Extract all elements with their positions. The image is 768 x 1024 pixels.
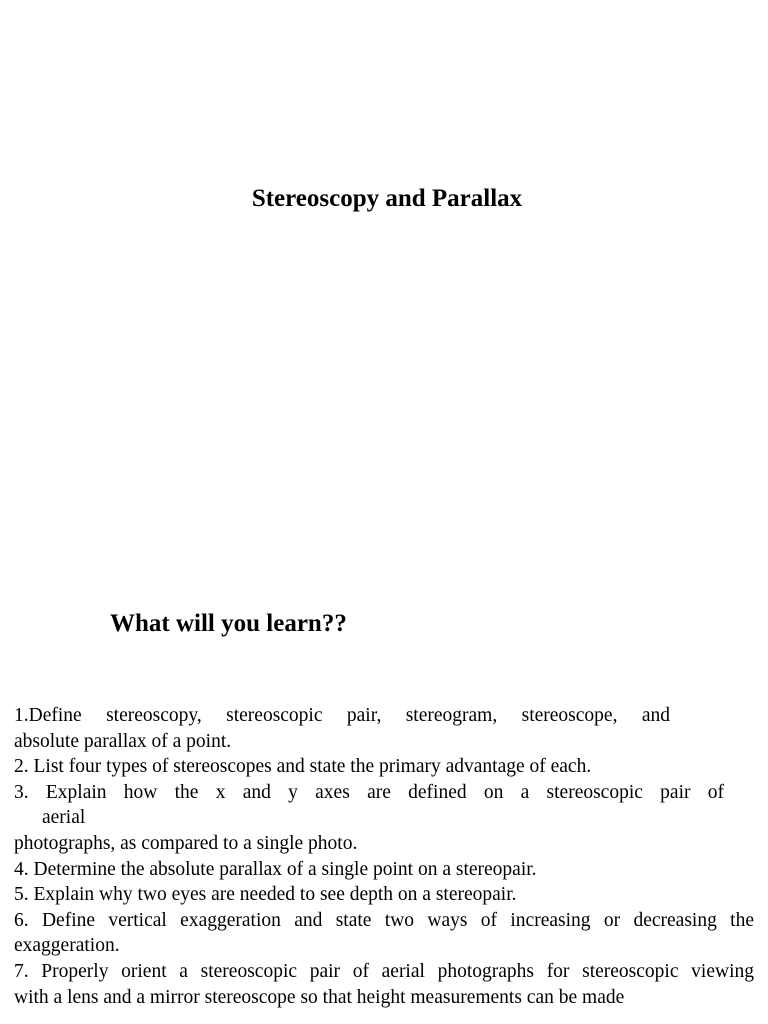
- objective-4: 4. Determine the absolute parallax of a single point on a stereopair.: [14, 858, 537, 880]
- objective-6-line-2: exaggeration.: [14, 935, 120, 957]
- objective-2: 2. List four types of stereoscopes and state the primary advantage of each.: [14, 756, 592, 778]
- objective-3-line-1: 3. Explain how the x and y axes are defined on a stereoscopic pair of: [14, 781, 724, 803]
- objective-7-line-2: with a lens and a mirror stereoscope so that height measurements can be made: [14, 986, 625, 1008]
- objective-6-line-1: 6. Define vertical exaggeration and state two ways of increasing or decreasing the: [14, 909, 754, 931]
- section-heading: What will you learn??: [110, 610, 347, 637]
- objective-3-line-2: aerial: [42, 807, 86, 829]
- objective-7-line-1: 7. Properly orient a stereoscopic pair of aerial photographs for stereoscopic viewing: [14, 960, 754, 982]
- page-title: Stereoscopy and Parallax: [251, 185, 523, 212]
- objective-1-line-1: 1.Define stereoscopy, stereoscopic pair, stereogram, stereoscope, and: [14, 705, 670, 726]
- learning-objectives-list: [14, 703, 754, 1010]
- objective-5: 5. Explain why two eyes are needed to see depth on a stereopair.: [14, 884, 517, 906]
- objective-3-line-3: photographs, as compared to a single photo.: [14, 832, 358, 854]
- objective-1-line-2: absolute parallax of a point.: [14, 730, 232, 752]
